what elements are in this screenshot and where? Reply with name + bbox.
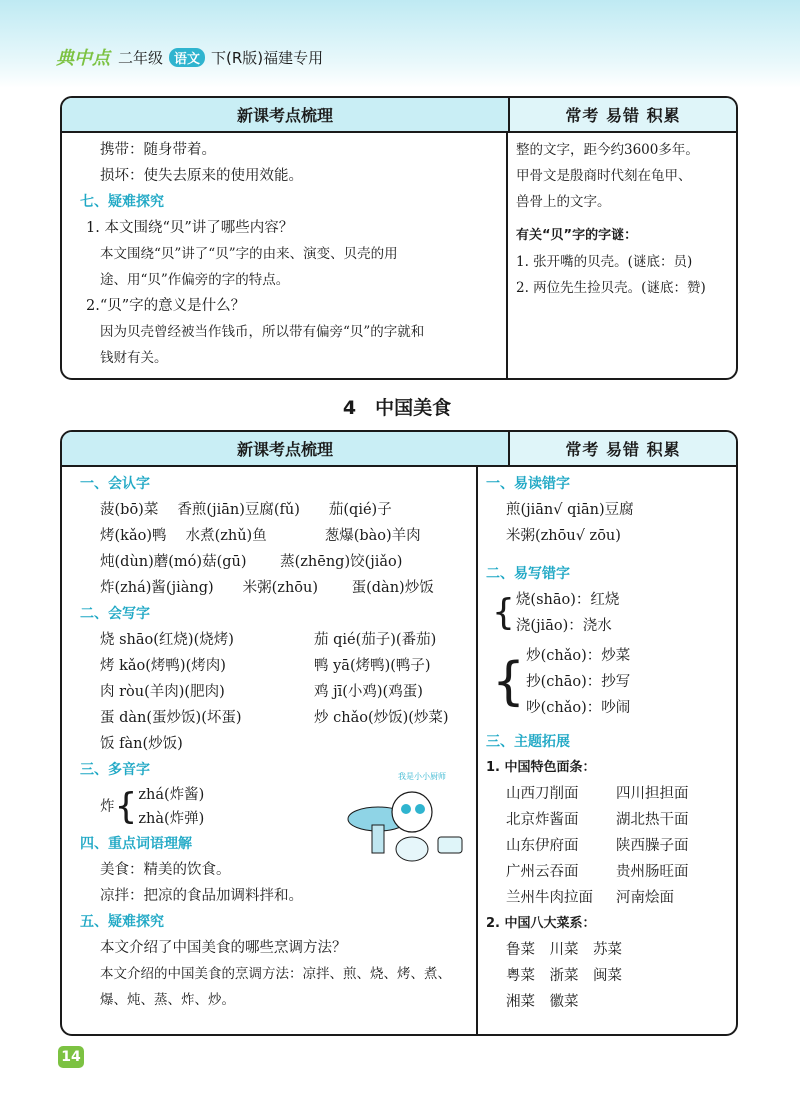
write-pair: 烤 kǎo(烤鸭)(烤肉) 鸭 yā(烤鸭)(鸭子)	[100, 658, 431, 674]
answer-line: 爆、炖、蒸、炸、炒。	[100, 992, 235, 1008]
text-line: 甲骨文是殷商时代刻在龟甲、	[516, 168, 692, 184]
lesson-title: 4 中国美食	[342, 397, 452, 419]
logo: 典中点	[56, 48, 110, 69]
pinyin-line: 炸(zhá)酱(jiàng) 米粥(zhōu) 蛋(dàn)炒饭	[100, 580, 434, 596]
answer-line: 本文围绕“贝”讲了“贝”字的由来、演变、贝壳的用	[100, 246, 398, 262]
section-title: 二、会写字	[80, 606, 150, 622]
riddle-title: 有关“贝”字的字谜：	[516, 228, 638, 243]
cuisine-row: 粤菜 浙菜 闽菜	[506, 968, 622, 984]
polyphone: 炸 { zhá(炸酱) zhà(炸弹)	[100, 786, 205, 827]
box1-left	[62, 133, 508, 378]
question: 本文介绍了中国美食的哪些烹调方法？	[100, 940, 347, 956]
section-title: 二、易写错字	[486, 566, 570, 582]
text-line: 损坏：使失去原来的使用效能。	[100, 168, 303, 184]
question: 2.“贝”字的意义是什么？	[86, 298, 246, 314]
cuisine-row: 湘菜 徽菜	[506, 994, 579, 1010]
term: 下(R版)福建专用	[211, 48, 324, 67]
answer-line: 钱财有关。	[100, 350, 168, 366]
misread-line: 煎(jiān√ qiān)豆腐	[506, 502, 634, 518]
section-title: 四、重点词语理解	[80, 836, 192, 852]
box2-left	[62, 467, 478, 1034]
box-head-right: 常考 易错 积累	[510, 432, 736, 465]
write-pair: 烧 shāo(红烧)(烧烤) 茄 qié(茄子)(番茄)	[100, 632, 437, 648]
subject-badge: 语文	[169, 48, 205, 67]
section-title: 七、疑难探究	[80, 194, 164, 210]
pinyin-line: 菠(bō)菜 香煎(jiān)豆腐(fǔ) 茄(qié)子	[100, 502, 392, 518]
box-lesson3	[60, 96, 738, 380]
box-lesson4	[60, 430, 738, 1036]
box1-right	[508, 133, 736, 378]
pinyin-line: 炖(dùn)蘑(mó)菇(gū) 蒸(zhēng)饺(jiǎo)	[100, 554, 403, 570]
section-title: 一、会认字	[80, 476, 150, 492]
page-header	[56, 44, 323, 70]
noodle-row: 山东伊府面 陕西臊子面	[506, 838, 689, 854]
subsection-title: 2. 中国八大菜系：	[486, 916, 596, 931]
misread-line: 米粥(zhōu√ zōu)	[506, 528, 621, 544]
definition: 美食：精美的饮食。	[100, 862, 231, 878]
answer-line: 途、用“贝”作偏旁的字的特点。	[100, 272, 290, 288]
riddle: 1. 张开嘴的贝壳。(谜底：员)	[516, 254, 693, 270]
box2-right	[478, 467, 736, 1034]
char-group: { 炒(chǎo)：炒菜 抄(chāo)：抄写 吵(chǎo)：吵闹	[492, 648, 631, 716]
grade: 二年级	[118, 48, 164, 67]
answer-line: 本文介绍的中国美食的烹调方法：凉拌、煎、烧、烤、煮、	[100, 966, 451, 982]
write-pair: 蛋 dàn(蛋炒饭)(坏蛋) 炒 chǎo(炒饭)(炒菜)	[100, 710, 449, 726]
box-head-right: 常考 易错 积累	[510, 98, 736, 131]
section-title: 三、多音字	[80, 762, 150, 778]
noodle-row: 广州云吞面 贵州肠旺面	[506, 864, 689, 880]
definition: 凉拌：把凉的食品加调料拌和。	[100, 888, 303, 904]
page-number: 14	[58, 1046, 84, 1068]
write-line: 饭 fàn(炒饭)	[100, 736, 183, 752]
svg-text:我是小小厨师: 我是小小厨师	[398, 772, 446, 781]
text-line: 整的文字，距今约3600多年。	[516, 142, 699, 158]
box-head-left: 新课考点梳理	[62, 432, 510, 465]
noodle-row: 北京炸酱面 湖北热干面	[506, 812, 689, 828]
question: 1. 本文围绕“贝”讲了哪些内容？	[86, 220, 294, 236]
section-title: 一、易读错字	[486, 476, 570, 492]
answer-line: 因为贝壳曾经被当作钱币，所以带有偏旁“贝”的字就和	[100, 324, 425, 340]
text-line: 携带：随身带着。	[100, 142, 216, 158]
write-pair: 肉 ròu(羊肉)(肥肉) 鸡 jī(小鸡)(鸡蛋)	[100, 684, 423, 700]
pinyin-line: 烤(kǎo)鸭 水煮(zhǔ)鱼 葱爆(bào)羊肉	[100, 528, 421, 544]
text-line: 兽骨上的文字。	[516, 194, 611, 210]
box-head-left: 新课考点梳理	[62, 98, 510, 131]
riddle: 2. 两位先生捡贝壳。(谜底：赞)	[516, 280, 706, 296]
cuisine-row: 鲁菜 川菜 苏菜	[506, 942, 622, 958]
noodle-row: 兰州牛肉拉面 河南烩面	[506, 890, 674, 906]
section-title: 五、疑难探究	[80, 914, 164, 930]
subsection-title: 1. 中国特色面条：	[486, 760, 596, 775]
chef-illustration	[340, 767, 480, 867]
char-group: { 烧(shāo)：红烧 浇(jiāo)：浇水	[492, 592, 620, 634]
section-title: 三、主题拓展	[486, 734, 570, 750]
noodle-row: 山西刀削面 四川担担面	[506, 786, 689, 802]
